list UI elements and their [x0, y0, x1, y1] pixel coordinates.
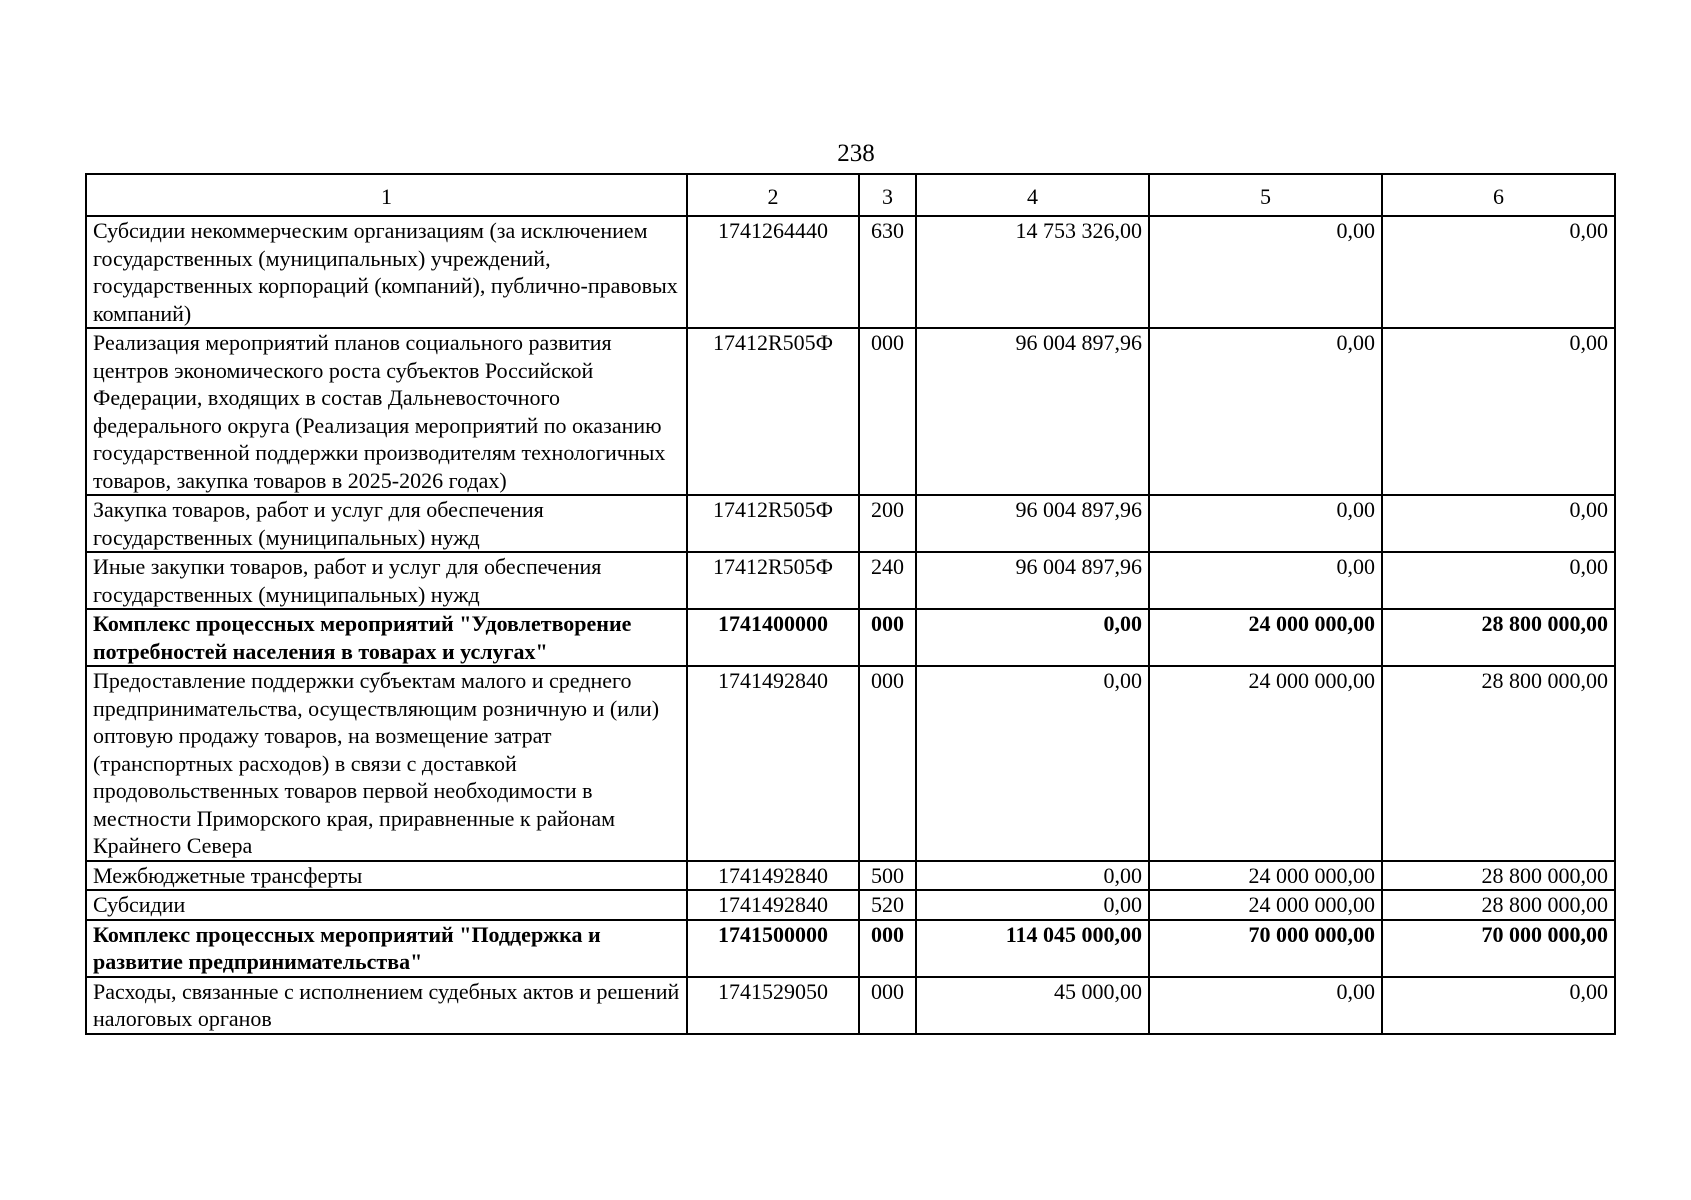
row-name: Закупка товаров, работ и услуг для обеспечения государственных (муниципальных) нужд: [86, 495, 687, 552]
row-amount-5: 0,00: [1149, 552, 1382, 609]
row-name: Комплекс процессных мероприятий "Поддержка и развитие предпринимательства": [86, 920, 687, 977]
header-cell-2: 2: [687, 174, 859, 216]
row-name: Субсидии некоммерческим организациям (за исключением государственных (муниципальных) учреждений, государственных корпораций (компаний), публично-правовых компаний): [86, 216, 687, 328]
table-row: [86, 328, 1615, 495]
header-row: [86, 174, 1615, 216]
row-amount-5: 70 000 000,00: [1149, 920, 1382, 977]
row-kind: 000: [859, 666, 916, 861]
row-kind: 000: [859, 920, 916, 977]
row-amount-5: 0,00: [1149, 977, 1382, 1034]
row-name: Иные закупки товаров, работ и услуг для обеспечения государственных (муниципальных) нужд: [86, 552, 687, 609]
row-amount-6: 28 800 000,00: [1382, 861, 1615, 891]
header-cell-6: 6: [1382, 174, 1615, 216]
header-cell-5: 5: [1149, 174, 1382, 216]
row-amount-5: 24 000 000,00: [1149, 609, 1382, 666]
row-amount-6: 0,00: [1382, 552, 1615, 609]
row-amount-6: 0,00: [1382, 328, 1615, 495]
row-name: Межбюджетные трансферты: [86, 861, 687, 891]
row-amount-6: 28 800 000,00: [1382, 609, 1615, 666]
row-code: 17412R505Ф: [687, 552, 859, 609]
table-row: [86, 495, 1615, 552]
row-kind: 520: [859, 890, 916, 920]
row-code: 1741400000: [687, 609, 859, 666]
row-amount-4: 96 004 897,96: [916, 552, 1149, 609]
row-amount-5: 0,00: [1149, 328, 1382, 495]
row-amount-4: 0,00: [916, 666, 1149, 861]
row-name: Реализация мероприятий планов социального развития центров экономического роста субъектов Российской Федерации, входящих в состав Дальневосточного федерального округа (Реализация мероприятий по оказанию государственной поддержки производителям технологичных товаров, закупка товаров в 2025-2026 годах): [86, 328, 687, 495]
row-code: 1741529050: [687, 977, 859, 1034]
table-row-section: [86, 609, 1615, 666]
row-amount-6: 28 800 000,00: [1382, 890, 1615, 920]
row-amount-4: 96 004 897,96: [916, 495, 1149, 552]
row-kind: 000: [859, 609, 916, 666]
row-code: 1741492840: [687, 861, 859, 891]
row-code: 1741264440: [687, 216, 859, 328]
table-row: [86, 666, 1615, 861]
table-row: [86, 890, 1615, 920]
table-row: [86, 216, 1615, 328]
row-amount-4: 114 045 000,00: [916, 920, 1149, 977]
table-row: [86, 861, 1615, 891]
table-row: [86, 552, 1615, 609]
row-code: 1741492840: [687, 666, 859, 861]
header-cell-4: 4: [916, 174, 1149, 216]
table-row-section: [86, 920, 1615, 977]
row-amount-4: 0,00: [916, 861, 1149, 891]
row-name: Расходы, связанные с исполнением судебных актов и решений налоговых органов: [86, 977, 687, 1034]
row-amount-6: 28 800 000,00: [1382, 666, 1615, 861]
row-kind: 240: [859, 552, 916, 609]
row-amount-5: 24 000 000,00: [1149, 666, 1382, 861]
row-name: Комплекс процессных мероприятий "Удовлетворение потребностей населения в товарах и услугах": [86, 609, 687, 666]
budget-table: [85, 173, 1616, 1035]
row-amount-6: 0,00: [1382, 216, 1615, 328]
header-cell-1: 1: [86, 174, 687, 216]
row-kind: 200: [859, 495, 916, 552]
row-name: Субсидии: [86, 890, 687, 920]
row-code: 17412R505Ф: [687, 495, 859, 552]
header-cell-3: 3: [859, 174, 916, 216]
row-kind: 000: [859, 977, 916, 1034]
row-amount-6: 70 000 000,00: [1382, 920, 1615, 977]
row-amount-4: 14 753 326,00: [916, 216, 1149, 328]
row-amount-5: 24 000 000,00: [1149, 861, 1382, 891]
row-code: 1741492840: [687, 890, 859, 920]
row-kind: 500: [859, 861, 916, 891]
row-name: Предоставление поддержки субъектам малого и среднего предпринимательства, осуществляющим розничную и (или) оптовую продажу товаров, на возмещение затрат (транспортных расходов) в связи с доставкой продовольственных товаров первой необходимости в местности Приморского края, приравненные к районам Крайнего Севера: [86, 666, 687, 861]
row-amount-5: 0,00: [1149, 216, 1382, 328]
row-kind: 630: [859, 216, 916, 328]
row-amount-4: 0,00: [916, 890, 1149, 920]
row-kind: 000: [859, 328, 916, 495]
row-amount-5: 0,00: [1149, 495, 1382, 552]
row-amount-4: 45 000,00: [916, 977, 1149, 1034]
row-code: 17412R505Ф: [687, 328, 859, 495]
row-amount-4: 0,00: [916, 609, 1149, 666]
page-number: 238: [837, 140, 875, 167]
row-code: 1741500000: [687, 920, 859, 977]
row-amount-5: 24 000 000,00: [1149, 890, 1382, 920]
row-amount-6: 0,00: [1382, 495, 1615, 552]
row-amount-6: 0,00: [1382, 977, 1615, 1034]
table-row: [86, 977, 1615, 1034]
row-amount-4: 96 004 897,96: [916, 328, 1149, 495]
